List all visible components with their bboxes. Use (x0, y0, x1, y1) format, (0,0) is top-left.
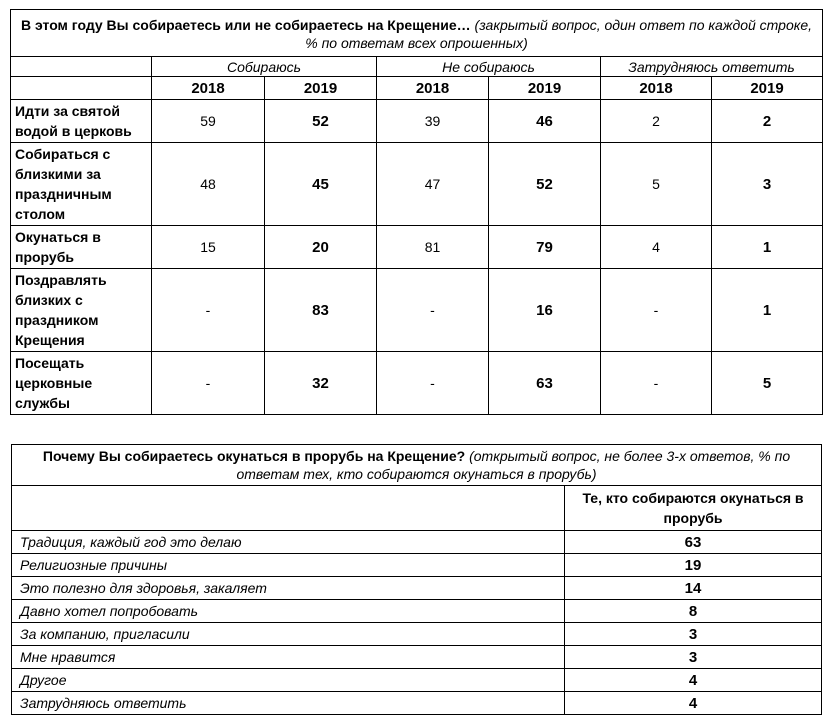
value-cell: - (377, 352, 489, 415)
table-row (12, 623, 822, 646)
value-cell: 48 (152, 143, 265, 226)
value-cell: 59 (152, 100, 265, 143)
table-row (12, 600, 822, 623)
row-label: Идти за святой водой в церковь (11, 100, 152, 143)
value-cell: 3 (565, 646, 822, 669)
value-cell: 16 (489, 269, 601, 352)
table1-title-note: (закрытый вопрос, один ответ по каждой строке, % по ответам всех опрошенных) (305, 17, 813, 51)
value-cell: - (601, 269, 712, 352)
value-cell: 45 (265, 143, 377, 226)
row-label: Это полезно для здоровья, закаляет (12, 577, 565, 600)
row-label: Мне нравится (12, 646, 565, 669)
table-row (11, 100, 823, 143)
value-cell: 20 (265, 226, 377, 269)
table-row (11, 269, 823, 352)
value-cell: 3 (712, 143, 823, 226)
table1-title (11, 10, 823, 57)
value-cell: 52 (489, 143, 601, 226)
table-row (12, 554, 822, 577)
value-cell: - (601, 352, 712, 415)
value-cell: 8 (565, 600, 822, 623)
value-cell: 83 (265, 269, 377, 352)
value-cell: 4 (601, 226, 712, 269)
table2-title-note: (открытый вопрос, не более 3-х ответов, % по ответам тех, кто собираются окунаться в прорубь) (236, 448, 791, 482)
row-label: Затрудняюсь ответить (12, 692, 565, 715)
value-cell: 47 (377, 143, 489, 226)
value-cell: - (152, 352, 265, 415)
empty-corner-cell (11, 77, 152, 100)
crescent-plans-table (10, 9, 823, 415)
year-header: 2018 (377, 77, 489, 100)
value-cell: 4 (565, 669, 822, 692)
table-row (12, 531, 822, 554)
row-label: Давно хотел попробовать (12, 600, 565, 623)
table-row (12, 692, 822, 715)
table-row (12, 669, 822, 692)
value-cell: 81 (377, 226, 489, 269)
value-cell: 63 (565, 531, 822, 554)
value-cell: 79 (489, 226, 601, 269)
group-header: Не собираюсь (377, 57, 601, 77)
value-cell: 32 (265, 352, 377, 415)
table1-title-question: В этом году Вы собираетесь или не собираетесь на Крещение… (20, 17, 471, 33)
group-header: Затрудняюсь ответить (601, 57, 823, 77)
value-cell: 15 (152, 226, 265, 269)
year-header: 2018 (152, 77, 265, 100)
table-row (11, 352, 823, 415)
value-cell: 3 (565, 623, 822, 646)
value-cell: 4 (565, 692, 822, 715)
year-header: 2019 (712, 77, 823, 100)
table2-title-question: Почему Вы собираетесь окунаться в прорубь на Крещение? (42, 448, 466, 464)
empty-corner-cell (12, 486, 565, 531)
year-header: 2019 (489, 77, 601, 100)
table-row (11, 226, 823, 269)
table2-title (12, 445, 822, 486)
value-cell: 2 (601, 100, 712, 143)
row-label: Другое (12, 669, 565, 692)
group-header: Собираюсь (152, 57, 377, 77)
value-cell: 63 (489, 352, 601, 415)
value-cell: 1 (712, 269, 823, 352)
row-label: Посещать церковные службы (11, 352, 152, 415)
year-header: 2018 (601, 77, 712, 100)
row-label: Собираться с близкими за праздничным столом (11, 143, 152, 226)
row-label: Поздравлять близких с праздником Крещения (11, 269, 152, 352)
value-cell: - (377, 269, 489, 352)
table-row (12, 646, 822, 669)
row-label: Окунаться в прорубь (11, 226, 152, 269)
value-cell: 5 (712, 352, 823, 415)
row-label: За компанию, пригласили (12, 623, 565, 646)
row-label: Религиозные причины (12, 554, 565, 577)
value-cell: 52 (265, 100, 377, 143)
row-label: Традиция, каждый год это делаю (12, 531, 565, 554)
value-cell: 39 (377, 100, 489, 143)
table-row (12, 577, 822, 600)
table-row (11, 143, 823, 226)
ice-hole-reasons-table (11, 444, 822, 715)
value-cell: 14 (565, 577, 822, 600)
value-cell: 5 (601, 143, 712, 226)
column-header: Те, кто собираются окунаться в прорубь (565, 486, 822, 531)
value-cell: 46 (489, 100, 601, 143)
value-cell: 2 (712, 100, 823, 143)
value-cell: - (152, 269, 265, 352)
empty-corner-cell (11, 57, 152, 77)
year-header: 2019 (265, 77, 377, 100)
value-cell: 1 (712, 226, 823, 269)
value-cell: 19 (565, 554, 822, 577)
